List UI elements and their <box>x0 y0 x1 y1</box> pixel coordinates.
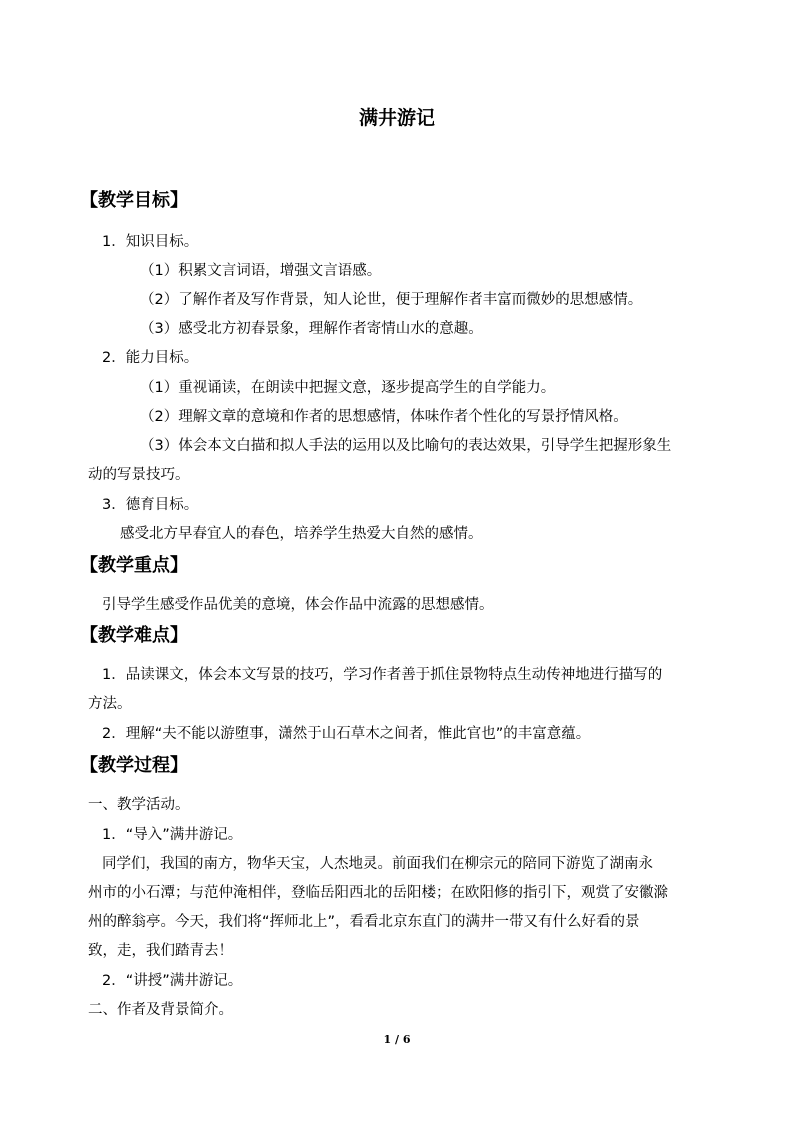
page-number: 1 / 6 <box>383 1033 411 1046</box>
difficulty-1: 1．品读课文，体会本文写景的技巧，学习作者善于抓住景物特点生动传神地进行描写的 <box>102 667 663 683</box>
process-step-1-1: 1．“导入”满井游记。 <box>102 827 243 843</box>
document-title: 满井游记 <box>358 107 435 129</box>
ability-item-1: （1）重视诵读，在朗读中把握文意，逐步提高学生的自学能力。 <box>140 380 556 396</box>
difficulty-2: 2．理解“夫不能以游堕事，潇然于山石草木之间者，惟此官也”的丰富意蕴。 <box>102 726 591 742</box>
intro-paragraph-line-2: 州市的小石潭；与范仲淹相伴，登临岳阳西北的岳阳楼；在欧阳修的指引下，观赏了安徽滁 <box>88 885 668 901</box>
knowledge-item-1: （1）积累文言词语，增强文言语感。 <box>140 263 382 279</box>
ability-objective: 2．能力目标。 <box>102 350 199 366</box>
heading-difficulties: 【教学难点】 <box>80 625 188 646</box>
heading-objectives: 【教学目标】 <box>80 190 188 211</box>
moral-objective: 3．德育目标。 <box>102 497 199 513</box>
process-step-1: 一、教学活动。 <box>88 797 190 813</box>
knowledge-objective: 1．知识目标。 <box>102 234 199 250</box>
intro-paragraph-line-3: 州的醉翁亭。今天，我们将“挥师北上”，看看北京东直门的满井一带又有什么好看的景 <box>88 914 640 930</box>
intro-paragraph-line-1: 同学们，我国的南方，物华天宝，人杰地灵。前面我们在柳宗元的陪同下游览了湖南永 <box>102 856 653 872</box>
ability-item-3-cont: 动的写景技巧。 <box>88 467 190 483</box>
ability-item-3: （3）体会本文白描和拟人手法的运用以及比喻句的表达效果，引导学生把握形象生 <box>140 438 672 454</box>
heading-process: 【教学过程】 <box>80 755 188 776</box>
process-step-2: 二、作者及背景简介。 <box>88 1002 233 1018</box>
key-point-1: 引导学生感受作品优美的意境，体会作品中流露的思想感情。 <box>102 597 494 613</box>
knowledge-item-2: （2）了解作者及写作背景，知人论世，便于理解作者丰富而微妙的思想感情。 <box>140 292 643 308</box>
process-step-1-2: 2．“讲授”满井游记。 <box>102 973 243 989</box>
difficulty-1-cont: 方法。 <box>88 696 132 712</box>
knowledge-item-3: （3）感受北方初春景象，理解作者寄情山水的意趣。 <box>140 321 483 337</box>
moral-item-1: 感受北方早春宜人的春色，培养学生热爱大自然的感情。 <box>120 526 483 542</box>
intro-paragraph-line-4: 致，走，我们踏青去！ <box>88 943 233 959</box>
heading-key-points: 【教学重点】 <box>80 555 188 576</box>
ability-item-2: （2）理解文章的意境和作者的思想感情，体味作者个性化的写景抒情风格。 <box>140 409 628 425</box>
